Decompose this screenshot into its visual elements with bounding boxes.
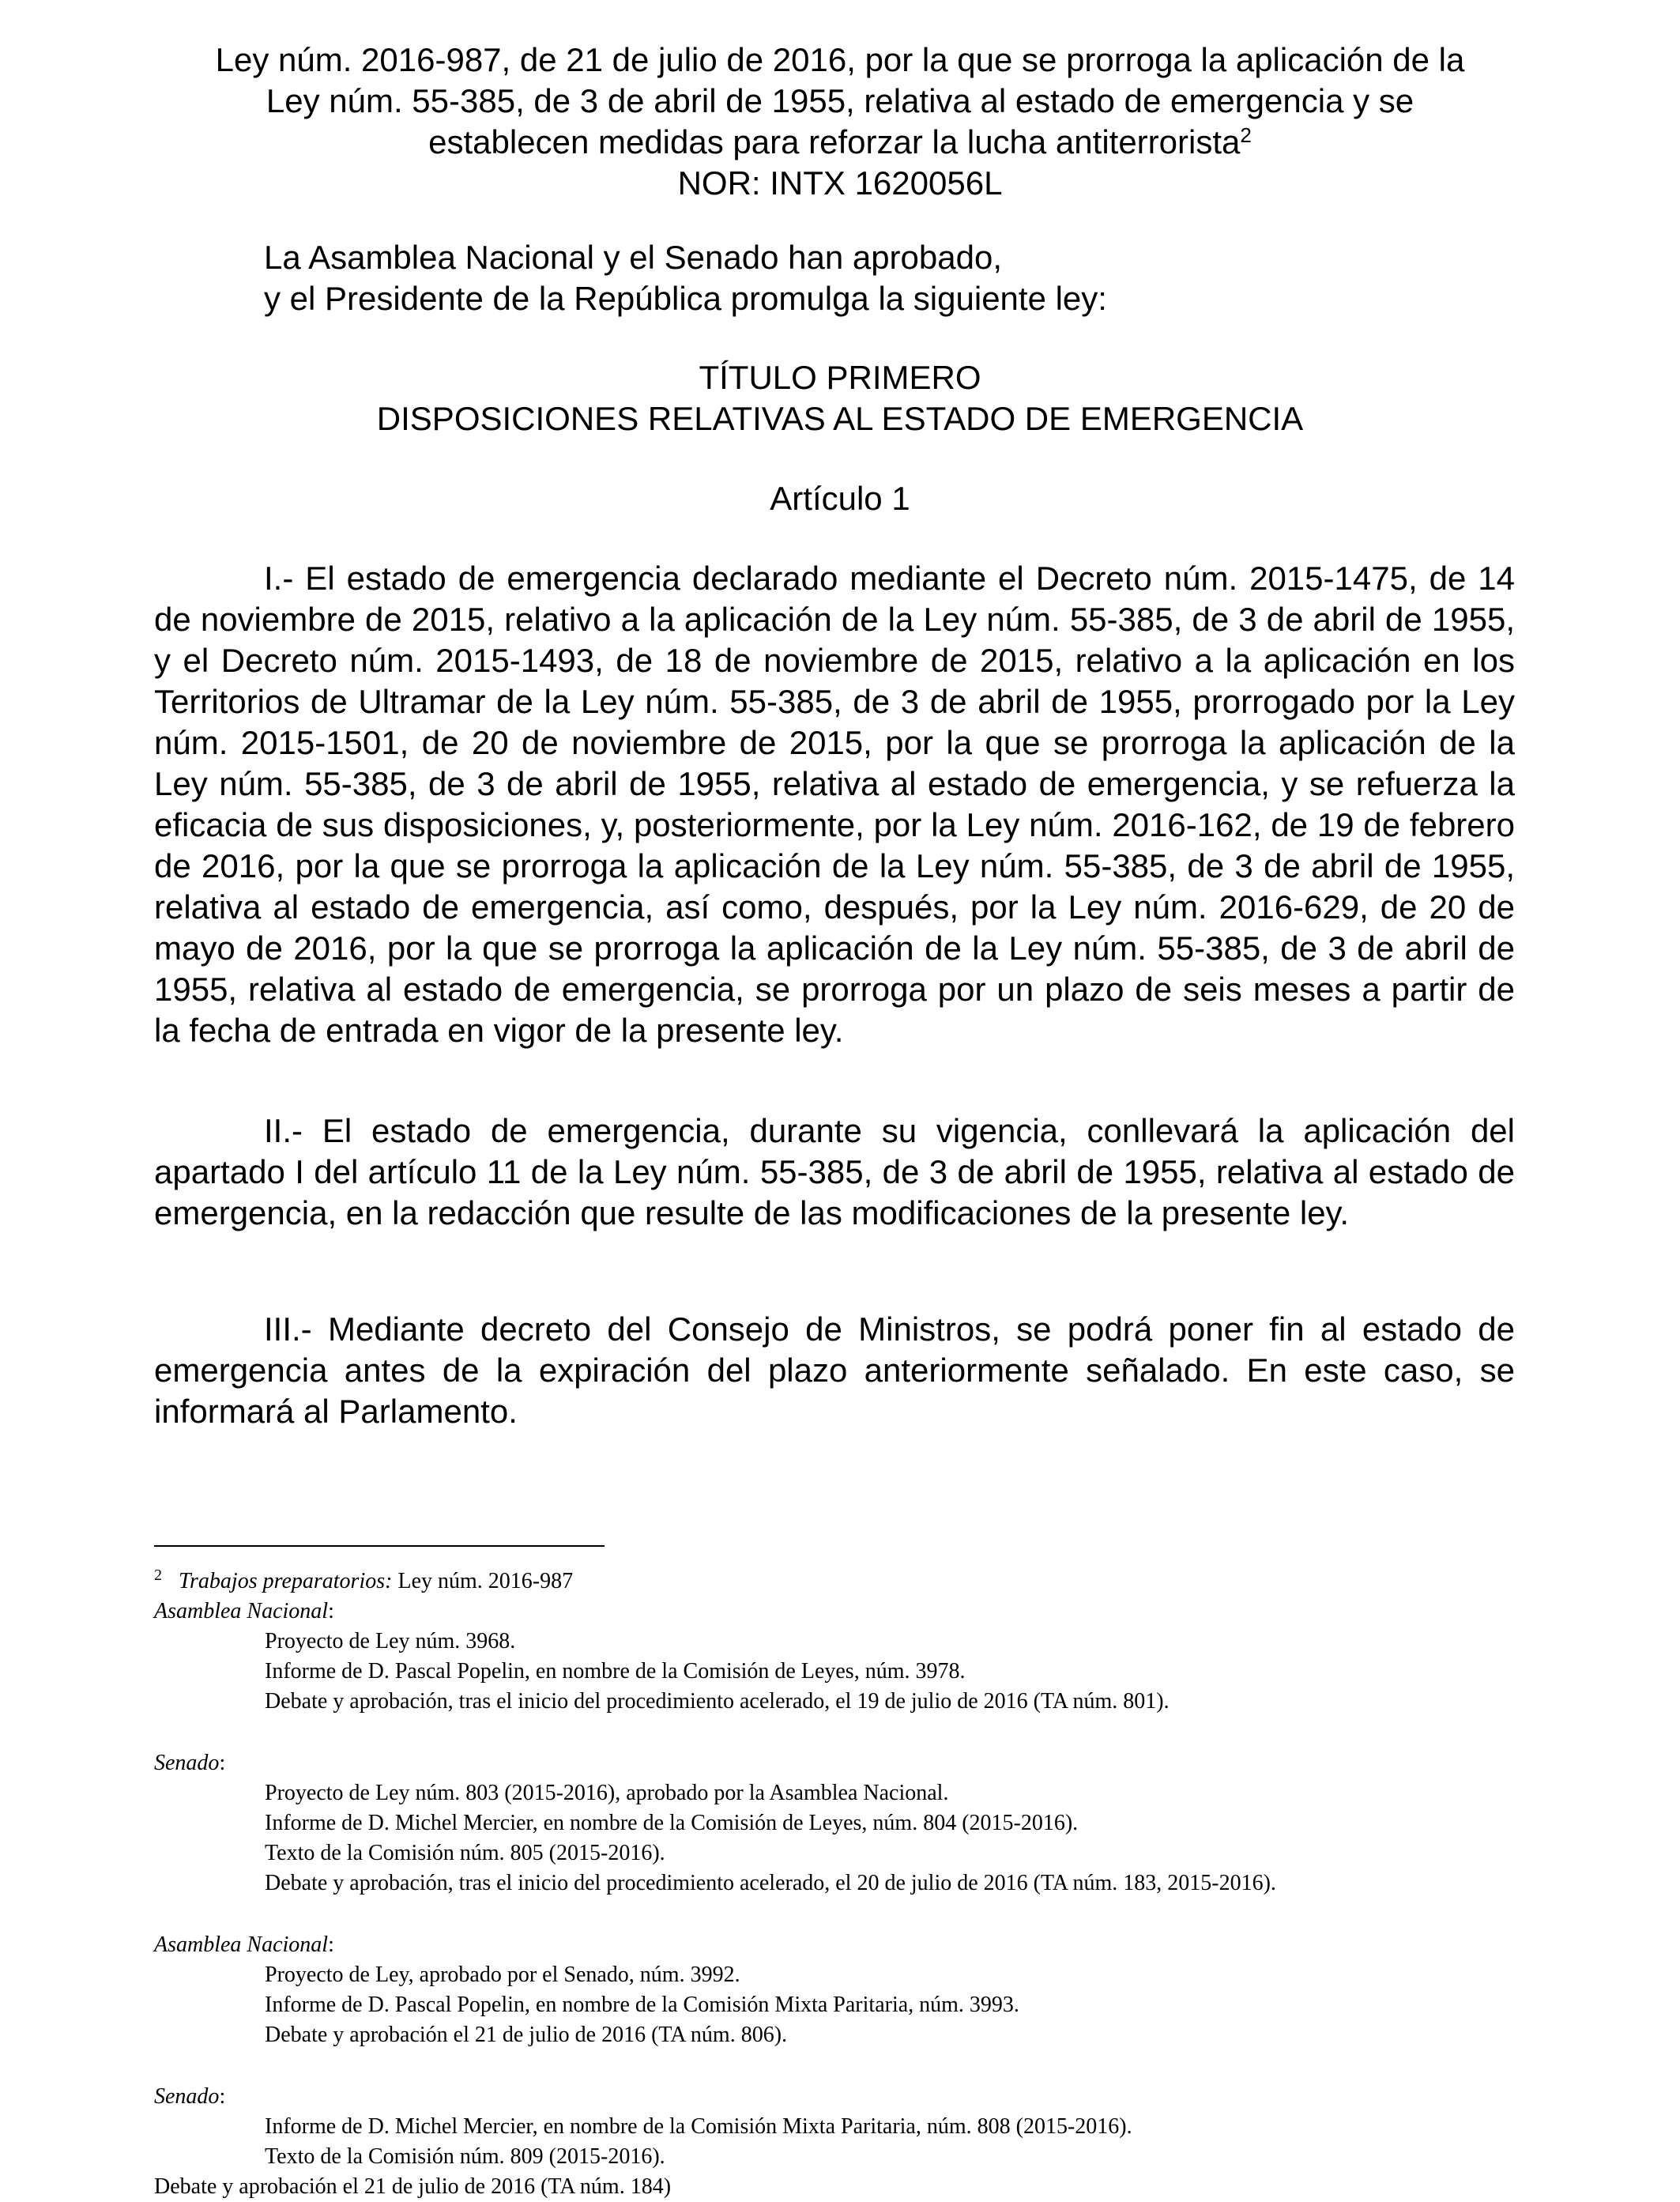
footnote-item: Texto de la Comisión núm. 805 (2015-2016).	[265, 1841, 665, 1865]
promulgation-line-1: La Asamblea Nacional y el Senado han aprobado,	[264, 239, 1003, 276]
footnote-spacer	[154, 1898, 1576, 1930]
footnote-item: Debate y aprobación, tras el inicio del procedimiento acelerado, el 20 de julio de 2016 (TA núm. 183, 2015-2016).	[265, 1871, 1276, 1895]
footnote-item: Proyecto de Ley núm. 3968.	[265, 1629, 516, 1653]
footnote-item: Informe de D. Pascal Popelin, en nombre de la Comisión Mixta Paritaria, núm. 3993.	[265, 1993, 1019, 2017]
footnote-separator	[154, 1545, 605, 1547]
footnote-heading	[154, 1567, 1576, 1597]
footnote-group-chamber: Senado:	[154, 1751, 226, 1775]
footnote-last-line: Debate y aprobación el 21 de julio de 2016 (TA núm. 184)	[154, 2174, 672, 2199]
chamber-name: Senado	[154, 1751, 220, 1775]
title-label: TÍTULO PRIMERO	[699, 359, 981, 396]
footnote-item: Texto de la Comisión núm. 809 (2015-2016).	[265, 2144, 665, 2169]
chamber-name: Asamblea Nacional	[154, 1932, 329, 1957]
chamber-name: Senado	[154, 2084, 220, 2109]
footnote-group-chamber: Senado:	[154, 2084, 226, 2109]
paragraph-2-text: II.- El estado de emergencia, durante su vigencia, conllevará la aplicación del apartado I del artículo 11 de la Ley núm. 55-385, de 3 de abril de 1955, relativa al estado de emergencia, en la redacción que resulte de las modificaciones de la presente ley.	[154, 1112, 1515, 1231]
footnote-item: Informe de D. Pascal Popelin, en nombre de la Comisión de Leyes, núm. 3978.	[265, 1659, 966, 1684]
law-title-line-3	[126, 122, 1554, 163]
footnote-reference[interactable]: 2	[1240, 123, 1252, 147]
footnote-number: 2	[154, 1567, 162, 1584]
paragraph-1-text: I.- El estado de emergencia declarado mediante el Decreto núm. 2015-1475, de 14 de noviembre de 2015, relativo a la aplicación de la Ley núm. 55-385, de 3 de abril de 1955, y el Decreto núm. 2015-1493, de 18 de noviembre de 2015, relativo a la aplicación en los Territorios de Ultramar de la Ley núm. 55-385, de 3 de abril de 1955, prorrogado por la Ley núm. 2015-1501, de 20 de noviembre de 2015, por la que se prorroga la aplicación de la Ley núm. 55-385, de 3 de abril de 1955, relativa al estado de emergencia, y se refuerza la eficacia de sus disposiciones, y, posteriormente, por la Ley núm. 2016-162, de 19 de febrero de 2016, por la que se prorroga la aplicación de la Ley núm. 55-385, de 3 de abril de 1955, relativa al estado de emergencia, así como, después, por la Ley núm. 2016-629, de 20 de mayo de 2016, por la que se prorroga la aplicación de la Ley núm. 55-385, de 3 de abril de 1955, relativa al estado de emergencia, se prorroga por un plazo de seis meses a partir de la fecha de entrada en vigor de la presente ley.	[154, 560, 1515, 1049]
footnote-item: Proyecto de Ley núm. 803 (2015-2016), aprobado por la Asamblea Nacional.	[265, 1781, 949, 1805]
footnote-item: Informe de D. Michel Mercier, en nombre de la Comisión Mixta Paritaria, núm. 808 (2015-2016).	[265, 2114, 1132, 2139]
footnote-item: Informe de D. Michel Mercier, en nombre de la Comisión de Leyes, núm. 804 (2015-2016).	[265, 1811, 1079, 1835]
law-title	[126, 40, 1554, 204]
footnotes	[154, 1567, 1576, 2202]
article-paragraph-1	[154, 558, 1515, 1051]
article-label: Artículo 1	[770, 480, 910, 517]
promulgation-formula	[264, 237, 1528, 319]
title-heading	[126, 357, 1554, 439]
footnote-heading-italic: Trabajos preparatorios:	[179, 1569, 393, 1593]
paragraph-3-text: III.- Mediante decreto del Consejo de Ministros, se podrá poner fin al estado de emergencia antes de la expiración del plazo anteriormente señalado. En este caso, se informará al Parlamento.	[154, 1310, 1515, 1430]
article-paragraph-2	[154, 1110, 1515, 1234]
article-paragraph-3	[154, 1309, 1515, 1432]
promulgation-line-2: y el Presidente de la República promulga la siguiente ley:	[264, 280, 1107, 317]
footnote-heading-rest: Ley núm. 2016-987	[392, 1569, 574, 1593]
footnote-item: Debate y aprobación el 21 de julio de 2016 (TA núm. 806).	[265, 2023, 788, 2047]
footnote-item: Proyecto de Ley, aprobado por el Senado, núm. 3992.	[265, 1963, 740, 1987]
footnote-group-chamber: Asamblea Nacional:	[154, 1599, 334, 1623]
footnote-spacer	[154, 1717, 1576, 1748]
law-title-line-2: Ley núm. 55-385, de 3 de abril de 1955, relativa al estado de emergencia y se	[266, 82, 1414, 119]
title-name: DISPOSICIONES RELATIVAS AL ESTADO DE EMERGENCIA	[376, 400, 1304, 437]
law-title-line-1: Ley núm. 2016-987, de 21 de julio de 2016, por la que se prorroga la aplicación de la	[215, 41, 1465, 78]
footnote-item: Debate y aprobación, tras el inicio del procedimiento acelerado, el 19 de julio de 2016 (TA núm. 801).	[265, 1689, 1170, 1714]
law-title-line-3-text: establecen medidas para reforzar la lucha antiterrorista	[428, 123, 1241, 160]
nor-code: NOR: INTX 1620056L	[677, 164, 1003, 202]
article-heading	[126, 478, 1554, 519]
footnote-spacer	[154, 2050, 1576, 2082]
chamber-name: Asamblea Nacional	[154, 1599, 329, 1623]
footnote-group-chamber: Asamblea Nacional:	[154, 1932, 334, 1957]
